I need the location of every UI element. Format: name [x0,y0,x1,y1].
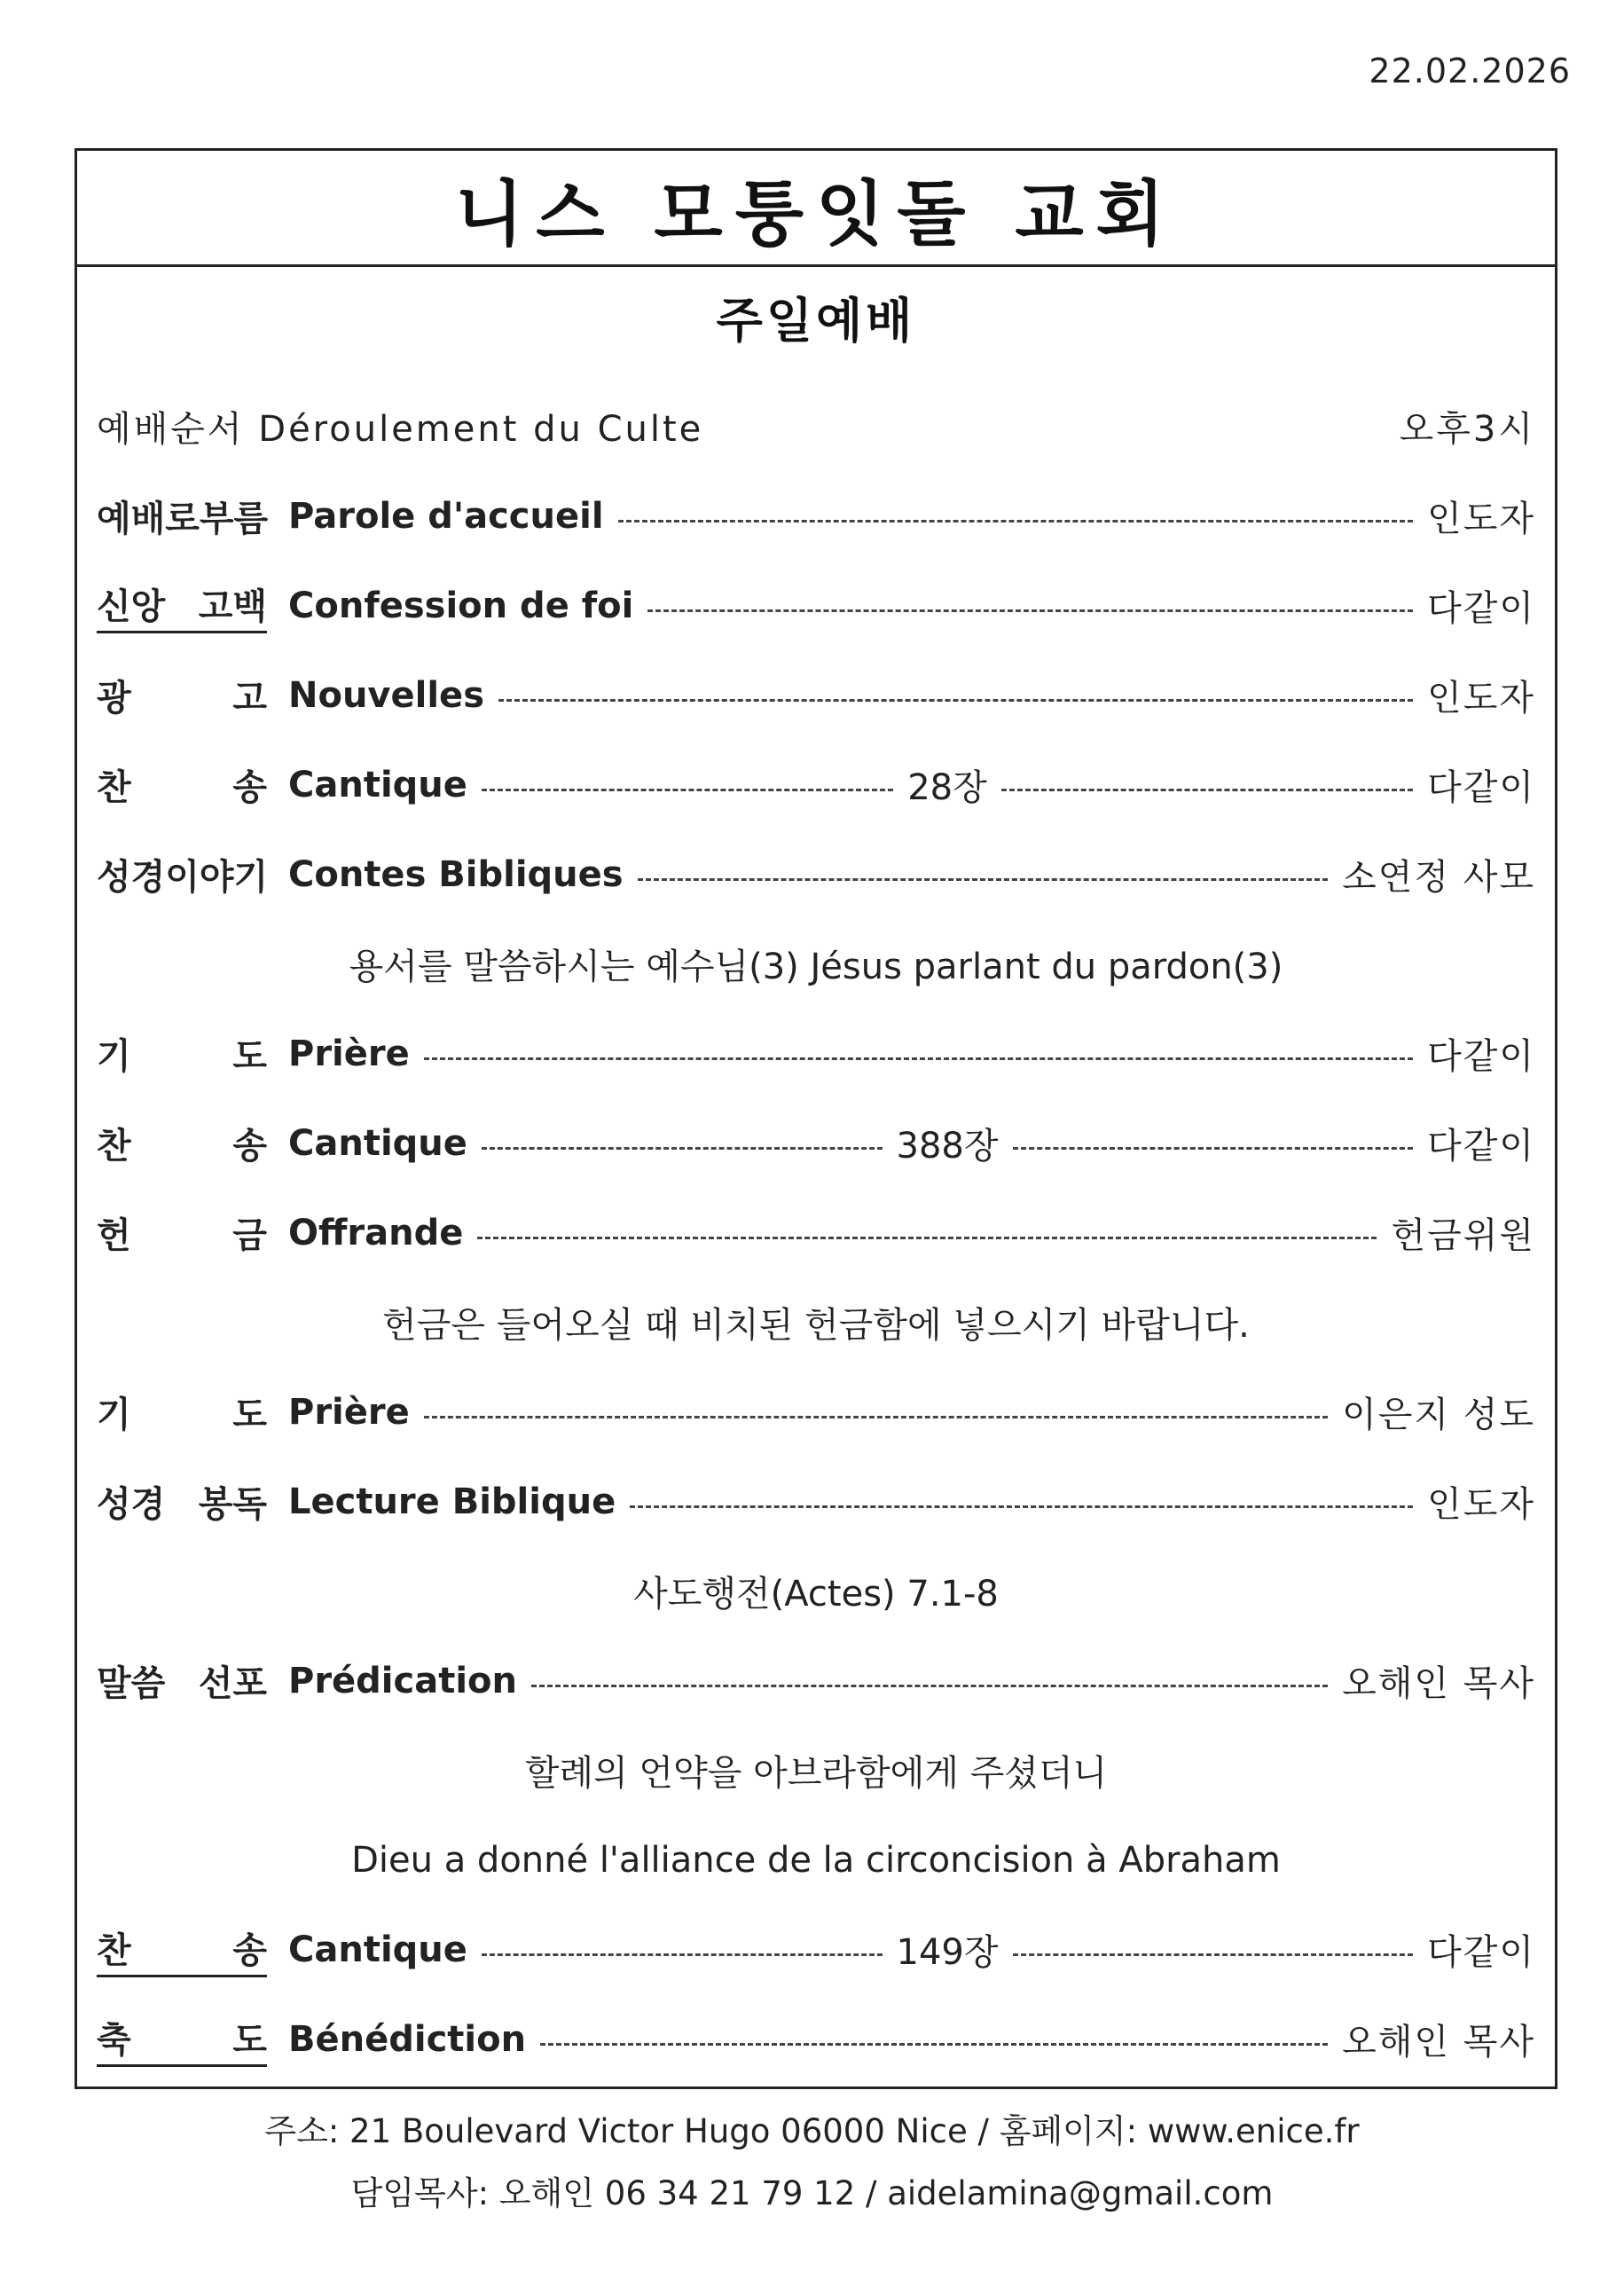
item-leader: 인도자 [1427,499,1535,539]
item-korean-label: 성경 봉독 [97,1484,267,1525]
service-item [97,1098,1535,1188]
dotted-leader [531,1685,1328,1687]
dotted-leader [482,1147,883,1150]
bible-story-title: 용서를 말씀하시는 예수님(3) Jésus parlant du pardon(3) [349,947,1283,987]
bulletin-date: 22.02.2026 [1369,51,1571,90]
scripture-reference: 사도행전(Actes) 7.1-8 [633,1574,999,1615]
service-item [97,471,1535,561]
offering-note: 헌금은 들어오실 때 비치된 헌금함에 넣으시기 바랍니다. [382,1305,1250,1346]
item-korean-label: 성경이야기 [97,857,269,898]
item-french-label: Parole d'accueil [288,495,604,537]
item-korean-label: 찬 송 [97,767,267,808]
item-leader: 다같이 [1427,1932,1536,1973]
service-item [97,1905,1535,1994]
dotted-leader [638,878,1328,881]
item-french-label: Cantique [288,1122,467,1164]
dotted-leader [540,2043,1328,2046]
dotted-leader [618,520,1414,523]
dotted-leader [482,1953,883,1956]
service-title: 주일예배 [716,293,916,349]
service-item [97,561,1535,650]
hymn-number: 28장 [907,767,987,808]
dotted-leader [647,609,1413,612]
hymn-number: 149장 [896,1932,999,1973]
item-french-label: Lecture Biblique [288,1481,616,1522]
order-header [97,381,1535,471]
sermon-title-korean: 할례의 언약을 아브라함에게 주셨더니 [524,1753,1108,1794]
item-korean-label: 신앙 고백 [97,578,267,633]
dotted-leader [482,789,893,791]
item-french-label: Cantique [288,764,467,805]
service-item [97,1994,1535,2084]
item-korean-label: 예배로부름 [97,499,269,539]
item-leader: 인도자 [1427,1484,1535,1525]
title-bar [77,151,1555,267]
item-french-label: Confession de foi [288,585,634,626]
item-leader: 오해인 목사 [1342,1663,1535,1704]
service-item [97,740,1535,829]
item-korean-label: 찬 송 [97,1922,267,1977]
item-korean-label: 기 도 [97,1036,267,1077]
order-header-label: 예배순서 Déroulement du Culte [97,409,704,450]
order-of-service [97,381,1535,2084]
dotted-leader [424,1416,1328,1418]
item-korean-label: 기 도 [97,1395,267,1435]
service-item [97,1636,1535,1725]
sermon-title-french: Dieu a donné l'alliance de la circoncision à Abraham [351,1839,1281,1881]
dotted-leader [477,1237,1377,1239]
church-name: 니스 모퉁잇돌 교회 [455,172,1177,255]
item-leader: 다같이 [1427,588,1535,629]
dotted-leader [498,699,1413,702]
item-french-label: Prédication [288,1660,518,1701]
service-item [97,1367,1535,1457]
item-french-label: Prière [288,1033,410,1074]
item-leader: 다같이 [1427,1036,1535,1077]
item-leader: 헌금위원 [1391,1215,1535,1256]
dotted-leader [1001,789,1413,791]
service-item [97,1009,1535,1098]
item-leader: 이은지 성도 [1342,1395,1535,1435]
service-item [97,650,1535,740]
bulletin-frame [75,148,1557,2089]
dotted-leader [630,1505,1413,1508]
service-item [97,1188,1535,1277]
item-korean-label: 헌 금 [97,1215,267,1256]
item-french-label: Offrande [288,1212,464,1253]
item-leader: 다같이 [1427,1126,1536,1167]
item-french-label: Prière [288,1391,410,1433]
item-french-label: Cantique [288,1929,467,1970]
dotted-leader [1013,1147,1414,1150]
order-header-time: 오후3시 [1399,409,1535,450]
service-item [97,829,1535,919]
pastor-contact-line: 담임목사: 오해인 06 34 21 79 12 / aidelamina@gmail.com [350,2174,1274,2212]
item-leader: 다같이 [1427,767,1535,808]
dotted-leader [424,1057,1413,1060]
item-korean-label: 찬 송 [97,1126,267,1167]
item-french-label: Nouvelles [288,674,484,716]
item-leader: 오해인 목사 [1342,2022,1535,2063]
item-leader: 인도자 [1427,678,1535,719]
item-korean-label: 광 고 [97,678,267,719]
service-item [97,1457,1535,1546]
dotted-leader [1013,1953,1414,1956]
address-line: 주소: 21 Boulevard Victor Hugo 06000 Nice / 홈페이지: www.enice.fr [264,2112,1360,2150]
item-leader: 소연정 사모 [1342,857,1535,898]
hymn-number: 388장 [896,1126,999,1167]
item-korean-label: 축 도 [97,2012,267,2067]
item-french-label: Contes Bibliques [288,853,624,895]
item-korean-label: 말씀 선포 [97,1663,267,1704]
item-french-label: Bénédiction [288,2018,527,2060]
